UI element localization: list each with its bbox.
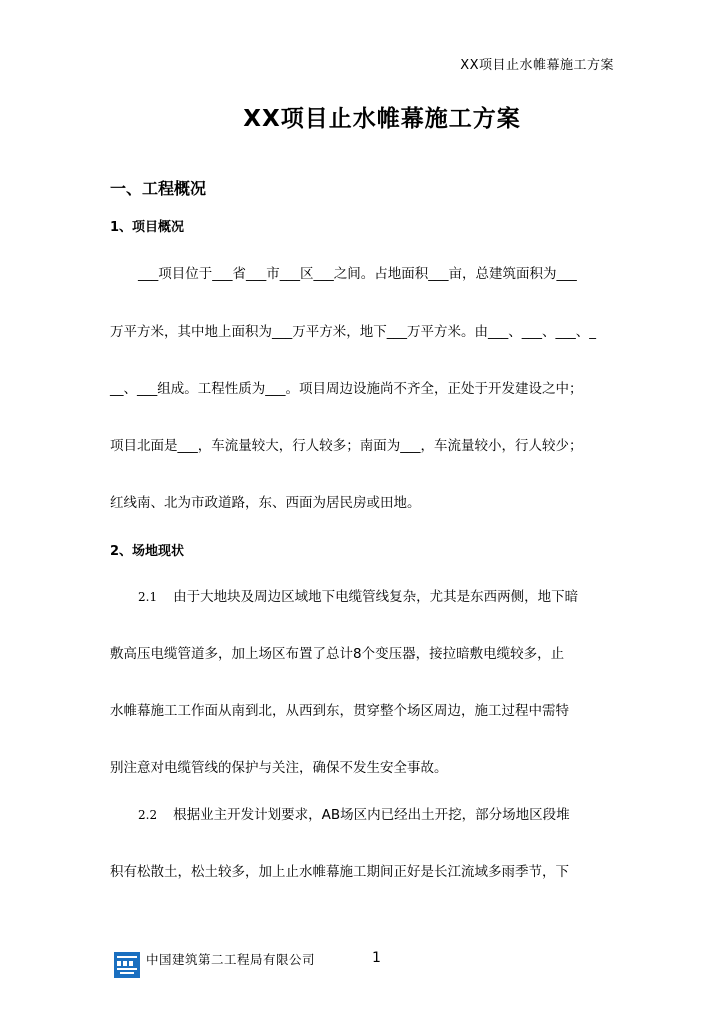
line-text: 由于大地块及周边区域地下电缆管线复杂，尤其是东西两侧，地下暗: [173, 589, 579, 605]
paragraph-line: 积有松散土，松土较多，加上止水帷幕施工期间正好是长江流域多雨季节，下: [110, 864, 569, 880]
paragraph-line: 项目北面是___，车流量较大，行人较多；南面为___，车流量较小，行人较少；: [110, 438, 583, 454]
subsection-heading-2: 2、场地现状: [110, 544, 185, 559]
document-title: XX项目止水帷幕施工方案: [243, 106, 521, 132]
paragraph-line: 万平方米，其中地上面积为___万平方米，地下___万平方米。由___、___、___、_: [110, 324, 596, 340]
section-number: 2.1: [138, 590, 158, 604]
paragraph-line: __、___组成。工程性质为___。项目周边设施尚不齐全，正处于开发建设之中；: [110, 381, 583, 397]
cscec-logo-icon: [114, 952, 140, 978]
page-number: 1: [372, 950, 381, 966]
section-heading: 一、工程概况: [110, 179, 207, 198]
running-header: XX项目止水帷幕施工方案: [460, 58, 614, 73]
paragraph-line: 敷高压电缆管道多，加上场区布置了总计8个变压器，接拉暗敷电缆较多，止: [110, 646, 565, 662]
paragraph-line: 别注意对电缆管线的保护与关注，确保不发生安全事故。: [110, 760, 448, 776]
paragraph-line: 红线南、北为市政道路，东、西面为居民房或田地。: [110, 495, 421, 511]
paragraph-line: [138, 803, 570, 823]
section-number: 2.2: [138, 808, 158, 822]
paragraph-line: ___项目位于___省___市___区___之间。占地面积___亩，总建筑面积为___: [138, 266, 577, 282]
subsection-heading-1: 1、项目概况: [110, 220, 185, 235]
line-text: 根据业主开发计划要求，AB场区内已经出土开挖，部分场地区段堆: [173, 807, 570, 823]
paragraph-line: [138, 585, 578, 605]
footer-company: 中国建筑第二工程局有限公司: [146, 952, 316, 967]
paragraph-line: 水帷幕施工工作面从南到北，从西到东，贯穿整个场区周边，施工过程中需特: [110, 703, 569, 719]
